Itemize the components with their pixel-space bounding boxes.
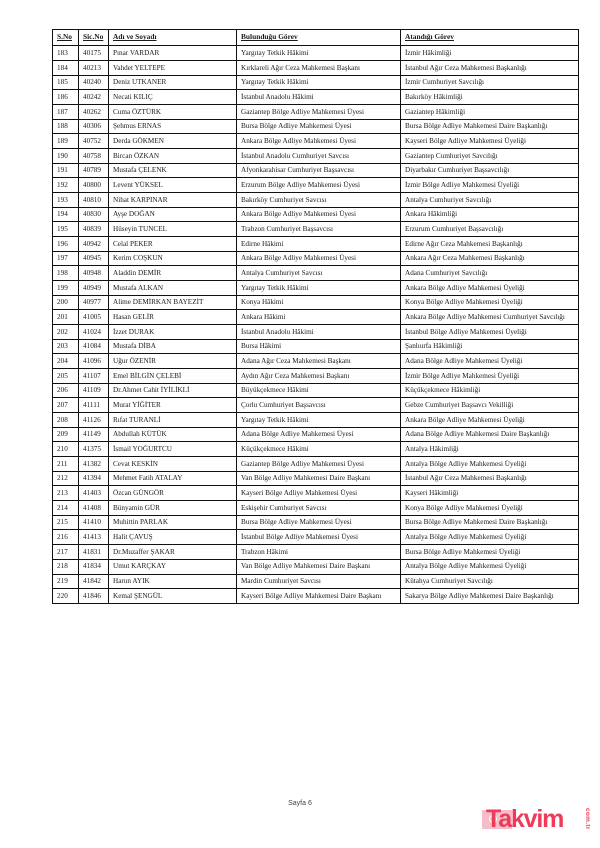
cell-name: Derda GÖKMEN [109,134,237,149]
appointments-table [52,29,579,604]
cell-current: Adana Ağır Ceza Mahkemesi Başkanı [237,354,401,369]
cell-assigned: Ankara Bölge Adliye Mahkemesi Cumhuriyet Savcılığı [401,310,579,325]
cell-assigned: İstanbul Bölge Adliye Mahkemesi Üyeliği [401,325,579,340]
table-row [53,193,579,208]
cell-sno: 220 [53,589,79,604]
cell-current: Bakırköy Cumhuriyet Savcısı [237,193,401,208]
table-row [53,134,579,149]
cell-name: Umut KARÇKAY [109,559,237,574]
cell-sicno: 40213 [79,60,109,75]
cell-sno: 199 [53,281,79,296]
cell-assigned: Gaziantep Hâkimliği [401,105,579,120]
cell-current: Trabzon Hâkimi [237,545,401,560]
cell-sno: 207 [53,398,79,413]
cell-assigned: İzmir Bölge Adliye Mahkemesi Üyeliği [401,369,579,384]
table-row [53,354,579,369]
cell-name: Uğur ÖZENİR [109,354,237,369]
cell-name: Hasan GELİR [109,310,237,325]
cell-sicno: 40789 [79,163,109,178]
cell-sno: 189 [53,134,79,149]
table-row [53,178,579,193]
cell-current: Kayseri Bölge Adliye Mahkemesi Üyesi [237,486,401,501]
cell-sno: 215 [53,515,79,530]
cell-current: Edirne Hâkimi [237,237,401,252]
cell-name: Mustafa ÇELENK [109,163,237,178]
cell-name: Kemal ŞENGÜL [109,589,237,604]
cell-current: Gaziantep Bölge Adliye Mahkemesi Üyesi [237,105,401,120]
cell-name: Vahdet YELTEPE [109,60,237,75]
cell-current: Eskişehir Cumhuriyet Savcısı [237,501,401,516]
cell-name: Halit ÇAVUŞ [109,530,237,545]
table-row [53,515,579,530]
cell-assigned: Küçükçekmece Hâkimliği [401,383,579,398]
cell-name: Pınar VARDAR [109,46,237,61]
table-row [53,339,579,354]
cell-assigned: Adana Bölge Adliye Mahkemesi Daire Başkanlığı [401,427,579,442]
table-row [53,75,579,90]
appointments-table-container [52,29,578,604]
cell-name: Mustafa DİBA [109,339,237,354]
cell-sno: 184 [53,60,79,75]
cell-name: Bircan ÖZKAN [109,149,237,164]
table-row [53,501,579,516]
cell-assigned: Edirne Ağır Ceza Mahkemesi Başkanlığı [401,237,579,252]
cell-name: Alime DEMİRKAN BAYEZİT [109,295,237,310]
cell-current: Yargıtay Tetkik Hâkimi [237,413,401,428]
cell-assigned: Ankara Bölge Adliye Mahkemesi Üyeliği [401,281,579,296]
cell-sicno: 40306 [79,119,109,134]
cell-sno: 194 [53,207,79,222]
cell-current: Afyonkarahisar Cumhuriyet Başsavcısı [237,163,401,178]
cell-current: Kayseri Bölge Adliye Mahkemesi Daire Başkanı [237,589,401,604]
cell-current: Ankara Bölge Adliye Mahkemesi Üyesi [237,134,401,149]
table-row [53,119,579,134]
cell-sno: 218 [53,559,79,574]
cell-current: İstanbul Anadolu Cumhuriyet Savcısı [237,149,401,164]
cell-sicno: 40758 [79,149,109,164]
cell-current: Ankara Bölge Adliye Mahkemesi Üyesi [237,207,401,222]
cell-assigned: Antalya Bölge Adliye Mahkemesi Üyeliği [401,530,579,545]
cell-name: Nihat KARPINAR [109,193,237,208]
cell-sicno: 40810 [79,193,109,208]
cell-assigned: Ankara Ağır Ceza Mahkemesi Başkanlığı [401,251,579,266]
cell-sno: 219 [53,574,79,589]
cell-assigned: Antalya Cumhuriyet Savcılığı [401,193,579,208]
cell-current: Kırklareli Ağır Ceza Mahkemesi Başkanı [237,60,401,75]
cell-sicno: 41126 [79,413,109,428]
cell-sicno: 40945 [79,251,109,266]
table-row [53,486,579,501]
cell-name: Dr.Ahmet Cahit İYİLİKLİ [109,383,237,398]
cell-name: Kerim COŞKUN [109,251,237,266]
cell-sno: 210 [53,442,79,457]
cell-current: Gaziantep Bölge Adliye Mahkemesi Üyesi [237,457,401,472]
cell-assigned: Kayseri Bölge Adliye Mahkemesi Üyeliği [401,134,579,149]
table-row [53,442,579,457]
cell-sno: 209 [53,427,79,442]
cell-sno: 213 [53,486,79,501]
cell-name: Harun AYIK [109,574,237,589]
cell-sicno: 41149 [79,427,109,442]
cell-sicno: 41413 [79,530,109,545]
table-header [53,30,579,46]
cell-sno: 201 [53,310,79,325]
cell-assigned: İzmir Cumhuriyet Savcılığı [401,75,579,90]
cell-current: Bursa Bölge Adliye Mahkemesi Üyesi [237,515,401,530]
cell-current: Yargıtay Tetkik Hâkimi [237,46,401,61]
cell-sicno: 41107 [79,369,109,384]
cell-current: Van Bölge Adliye Mahkemesi Daire Başkanı [237,471,401,486]
column-header-name-label: Adı ve Soyadı [113,32,157,42]
cell-sicno: 41375 [79,442,109,457]
cell-sicno: 40240 [79,75,109,90]
cell-sno: 200 [53,295,79,310]
column-header-sicno [79,30,109,46]
cell-sno: 190 [53,149,79,164]
cell-name: Murat YİĞİTER [109,398,237,413]
cell-sno: 191 [53,163,79,178]
cell-assigned: İzmir Bölge Adliye Mahkemesi Üyeliği [401,178,579,193]
cell-sicno: 41394 [79,471,109,486]
cell-sicno: 41382 [79,457,109,472]
cell-assigned: Adana Cumhuriyet Savcılığı [401,266,579,281]
cell-sicno: 41842 [79,574,109,589]
table-row [53,369,579,384]
cell-assigned: İstanbul Ağır Ceza Mahkemesi Başkanlığı [401,60,579,75]
cell-name: Necati KILIÇ [109,90,237,105]
table-row [53,589,579,604]
cell-sno: 192 [53,178,79,193]
cell-name: Cuma ÖZTÜRK [109,105,237,120]
cell-sno: 193 [53,193,79,208]
table-row [53,105,579,120]
cell-current: Aydın Ağır Ceza Mahkemesi Başkanı [237,369,401,384]
cell-name: İsmail YOĞURTCU [109,442,237,457]
cell-name: Rıfat TURANLİ [109,413,237,428]
cell-sno: 208 [53,413,79,428]
cell-assigned: İzmir Hâkimliği [401,46,579,61]
column-header-sicno-label: Sic.No [83,32,104,42]
cell-assigned: Antalya Hâkimliği [401,442,579,457]
cell-name: Dr.Muzaffer ŞAKAR [109,545,237,560]
cell-name: Hüseyin TUNCEL [109,222,237,237]
table-row [53,90,579,105]
cell-assigned: Bursa Bölge Adliye Mahkemesi Daire Başkanlığı [401,119,579,134]
cell-name: Levent YÜKSEL [109,178,237,193]
cell-sicno: 40800 [79,178,109,193]
table-row [53,413,579,428]
cell-sno: 211 [53,457,79,472]
table-row [53,383,579,398]
cell-assigned: Gaziantep Cumhuriyet Savcılığı [401,149,579,164]
cell-current: Bursa Hâkimi [237,339,401,354]
cell-current: Çorlu Cumhuriyet Başsavcısı [237,398,401,413]
cell-sicno: 40242 [79,90,109,105]
cell-sno: 196 [53,237,79,252]
cell-assigned: Antalya Bölge Adliye Mahkemesi Üyeliği [401,559,579,574]
cell-current: Bursa Bölge Adliye Mahkemesi Üyesi [237,119,401,134]
cell-sno: 195 [53,222,79,237]
table-row [53,281,579,296]
cell-name: Mustafa ALKAN [109,281,237,296]
table-row [53,530,579,545]
cell-sicno: 40948 [79,266,109,281]
cell-current: Ankara Bölge Adliye Mahkemesi Üyesi [237,251,401,266]
table-row [53,222,579,237]
table-row [53,46,579,61]
cell-sicno: 40830 [79,207,109,222]
cell-current: Ankara Hâkimi [237,310,401,325]
cell-name: Şehmus ERNAS [109,119,237,134]
table-row [53,237,579,252]
cell-name: Muhittin PARLAK [109,515,237,530]
cell-current: İstanbul Anadolu Hâkimi [237,90,401,105]
table-row [53,251,579,266]
cell-current: Yargıtay Tetkik Hâkimi [237,281,401,296]
table-row [53,325,579,340]
column-header-current-post-label: Bulunduğu Görev [241,32,298,42]
cell-current: Erzurum Bölge Adliye Mahkemesi Üyesi [237,178,401,193]
column-header-name [109,30,237,46]
cell-sno: 185 [53,75,79,90]
cell-current: Van Bölge Adliye Mahkemesi Daire Başkanı [237,559,401,574]
column-header-assigned-post [401,30,579,46]
cell-current: Küçükçekmece Hâkimi [237,442,401,457]
cell-sicno: 41084 [79,339,109,354]
cell-name: Bünyamin GÜR [109,501,237,516]
table-row [53,398,579,413]
cell-current: Adana Bölge Adliye Mahkemesi Üyesi [237,427,401,442]
table-row [53,149,579,164]
cell-sno: 204 [53,354,79,369]
table-row [53,163,579,178]
cell-name: Aladdin DEMİR [109,266,237,281]
cell-assigned: Konya Bölge Adliye Mahkemesi Üyeliği [401,295,579,310]
table-body [53,46,579,604]
cell-sno: 205 [53,369,79,384]
takvim-watermark-logo [480,802,592,842]
cell-sno: 217 [53,545,79,560]
table-header-row [53,30,579,46]
cell-sno: 206 [53,383,79,398]
cell-assigned: Bursa Bölge Adliye Mahkemesi Daire Başkanlığı [401,515,579,530]
table-row [53,427,579,442]
cell-name: Deniz UTKANER [109,75,237,90]
column-header-sno [53,30,79,46]
cell-assigned: Bursa Bölge Adliye Mahkemesi Üyeliği [401,545,579,560]
cell-name: Mehmet Fatih ATALAY [109,471,237,486]
cell-current: Büyükçekmece Hâkimi [237,383,401,398]
cell-sno: 186 [53,90,79,105]
cell-sno: 183 [53,46,79,61]
cell-assigned: Bakırköy Hâkimliği [401,90,579,105]
table-row [53,457,579,472]
cell-sicno: 41831 [79,545,109,560]
cell-assigned: Diyarbakır Cumhuriyet Başsavcılığı [401,163,579,178]
cell-sno: 188 [53,119,79,134]
cell-sicno: 40942 [79,237,109,252]
watermark-tld-text: com.tr [584,808,591,830]
table-row [53,207,579,222]
table-row [53,574,579,589]
cell-current: Yargıtay Tetkik Hâkimi [237,75,401,90]
cell-sno: 202 [53,325,79,340]
cell-sno: 212 [53,471,79,486]
cell-sicno: 41846 [79,589,109,604]
table-row [53,295,579,310]
cell-assigned: İstanbul Ağır Ceza Mahkemesi Başkanlığı [401,471,579,486]
table-row [53,559,579,574]
cell-sicno: 40262 [79,105,109,120]
cell-sicno: 41096 [79,354,109,369]
cell-name: Celal PEKER [109,237,237,252]
cell-sno: 198 [53,266,79,281]
cell-name: Ayşe DOĞAN [109,207,237,222]
cell-current: Antalya Cumhuriyet Savcısı [237,266,401,281]
cell-assigned: Ankara Bölge Adliye Mahkemesi Üyeliği [401,413,579,428]
column-header-sno-label: S.No [57,32,72,42]
cell-sno: 214 [53,501,79,516]
cell-name: Abdullah KÜTÜK [109,427,237,442]
cell-sicno: 41403 [79,486,109,501]
cell-sicno: 41834 [79,559,109,574]
cell-sicno: 41024 [79,325,109,340]
cell-sicno: 41005 [79,310,109,325]
table-row [53,545,579,560]
column-header-current-post [237,30,401,46]
table-row [53,471,579,486]
cell-sicno: 41408 [79,501,109,516]
cell-sno: 187 [53,105,79,120]
cell-assigned: Konya Bölge Adliye Mahkemesi Üyeliği [401,501,579,516]
cell-assigned: Adana Bölge Adliye Mahkemesi Üyeliği [401,354,579,369]
cell-sno: 197 [53,251,79,266]
cell-assigned: Kayseri Hâkimliği [401,486,579,501]
cell-name: İzzet DURAK [109,325,237,340]
page-number-label: Sayfa 6 [288,800,312,807]
cell-name: Özcan GÜNGÖR [109,486,237,501]
cell-sicno: 40839 [79,222,109,237]
cell-name: Emel BİLGİN ÇELEBİ [109,369,237,384]
cell-current: İstanbul Anadolu Hâkimi [237,325,401,340]
cell-assigned: Şanlıurfa Hâkimliği [401,339,579,354]
cell-name: Cevat KESKİN [109,457,237,472]
cell-sicno: 40949 [79,281,109,296]
watermark-brand-text: Takvim [486,805,564,833]
cell-current: Trabzon Cumhuriyet Başsavcısı [237,222,401,237]
cell-assigned: Sakarya Bölge Adliye Mahkemesi Daire Başkanlığı [401,589,579,604]
cell-assigned: Antalya Bölge Adliye Mahkemesi Üyeliği [401,457,579,472]
table-row [53,310,579,325]
cell-assigned: Gebze Cumhuriyet Başsavcı Vekilliği [401,398,579,413]
cell-sicno: 40175 [79,46,109,61]
cell-current: Konya Hâkimi [237,295,401,310]
cell-sno: 216 [53,530,79,545]
cell-current: İstanbul Bölge Adliye Mahkemesi Üyesi [237,530,401,545]
cell-sicno: 41410 [79,515,109,530]
cell-sicno: 40752 [79,134,109,149]
cell-sicno: 40977 [79,295,109,310]
cell-assigned: Kütahya Cumhuriyet Savcılığı [401,574,579,589]
cell-current: Mardin Cumhuriyet Savcısı [237,574,401,589]
cell-sicno: 41111 [79,398,109,413]
table-row [53,60,579,75]
cell-assigned: Erzurum Cumhuriyet Başsavcılığı [401,222,579,237]
column-header-assigned-post-label: Atandığı Görev [405,32,454,42]
cell-sno: 203 [53,339,79,354]
cell-assigned: Ankara Hâkimliği [401,207,579,222]
cell-sicno: 41109 [79,383,109,398]
table-row [53,266,579,281]
